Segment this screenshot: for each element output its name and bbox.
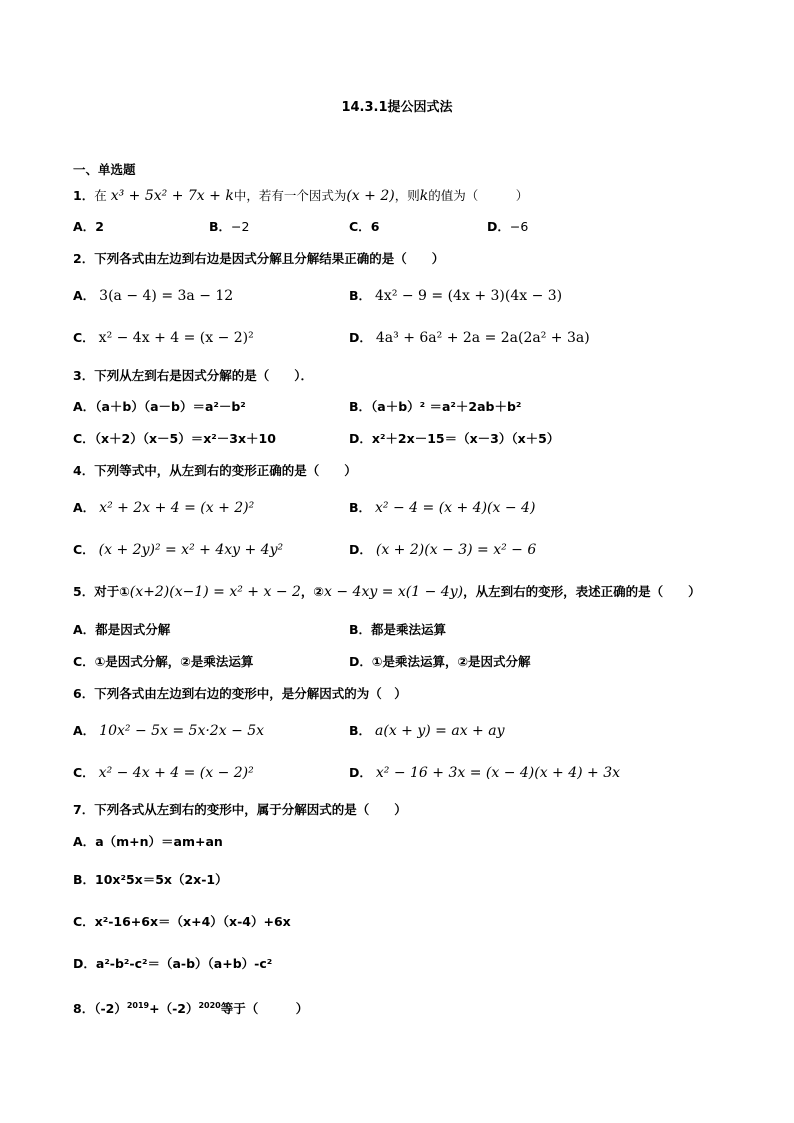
question-7-stem: 7．下列各式从左到右的变形中，属于分解因式的是（ ） xyxy=(73,802,407,817)
section-heading: 一、单选题 xyxy=(73,162,136,177)
question-2-option-b: B． 4x² − 9 = (4x + 3)(4x − 3) xyxy=(349,288,563,304)
question-2-option-d: D． 4a³ + 6a² + 2a = 2a(2a² + 3a) xyxy=(349,330,590,346)
question-1-option-b: B．−2 xyxy=(209,219,250,234)
question-3-option-d: D．x²＋2x－15＝（x－3）（x＋5） xyxy=(349,431,560,446)
question-5-option-d: D．①是乘法运算，②是因式分解 xyxy=(349,654,531,669)
question-5-stem: 5．对于①(x+2)(x−1) = x² + x − 2，②x − 4xy = x(1 − 4y)，从左到右的变形，表述正确的是（ ） xyxy=(73,584,701,600)
question-7-option-d: D．a²-b²-c²＝（a-b）（a+b）-c² xyxy=(73,956,273,971)
question-6-option-d: D． x² − 16 + 3x = (x − 4)(x + 4) + 3x xyxy=(349,765,621,781)
question-4-stem: 4．下列等式中，从左到右的变形正确的是（ ） xyxy=(73,463,357,478)
question-6-stem: 6．下列各式由左边到右边的变形中，是分解因式的为（ ） xyxy=(73,686,407,701)
question-4-option-c: C． (x + 2y)² = x² + 4xy + 4y² xyxy=(73,542,284,558)
question-3-option-a: A．（a＋b）（a－b）＝a²－b² xyxy=(73,399,246,414)
q1-factor: (x + 2) xyxy=(346,188,395,204)
question-5-option-c: C．①是因式分解，②是乘法运算 xyxy=(73,654,254,669)
q5-expression-2: x − 4xy = x(1 − 4y) xyxy=(324,584,464,600)
q5-expression-1: (x+2)(x−1) = x² + x − 2 xyxy=(129,584,301,600)
question-6-option-a: A． 10x² − 5x = 5x·2x − 5x xyxy=(73,723,265,739)
question-4-option-b: B． x² − 4 = (x + 4)(x − 4) xyxy=(349,500,536,516)
q1-k: k xyxy=(419,188,429,204)
question-5-option-a: A．都是因式分解 xyxy=(73,622,171,637)
question-7-option-b: B．10x²5x＝5x（2x-1） xyxy=(73,872,228,887)
question-1-option-d: D．−6 xyxy=(487,219,529,234)
page-title: 14.3.1提公因式法 xyxy=(341,100,453,115)
question-1-stem: 1．在 x³ + 5x² + 7x + k中，若有一个因式为(x + 2)，则k的值为（ ） xyxy=(73,188,529,204)
question-3-option-b: B．（a＋b）² ＝a²＋2ab＋b² xyxy=(349,399,522,414)
question-2-stem: 2．下列各式由左边到右边是因式分解且分解结果正确的是（ ） xyxy=(73,251,445,266)
question-5-option-b: B．都是乘法运算 xyxy=(349,622,447,637)
question-7-option-a: A．a（m+n）＝am+an xyxy=(73,834,223,849)
question-7-option-c: C．x²-16+6x＝（x+4）（x-4）+6x xyxy=(73,914,291,929)
question-1-option-c: C．6 xyxy=(349,219,380,234)
question-6-option-b: B． a(x + y) = ax + ay xyxy=(349,723,505,739)
question-4-option-a: A． x² + 2x + 4 = (x + 2)² xyxy=(73,500,255,516)
question-6-option-c: C． x² − 4x + 4 = (x − 2)² xyxy=(73,765,254,781)
question-8-stem: 8．$(-2)^{2019}+(-2)^{2020}$等于（ ） xyxy=(73,1001,309,1017)
question-2-option-c: C． x² − 4x + 4 = (x − 2)² xyxy=(73,330,254,346)
q1-expression: x³ + 5x² + 7x + k xyxy=(110,188,234,204)
question-2-option-a: A． 3(a − 4) = 3a − 12 xyxy=(73,288,234,304)
question-1-option-a: A．2 xyxy=(73,219,104,234)
question-3-stem: 3．下列从左到右是因式分解的是（ ）． xyxy=(73,368,313,383)
question-3-option-c: C．（x＋2）（x－5）＝x²－3x＋10 xyxy=(73,431,276,446)
question-4-option-d: D． (x + 2)(x − 3) = x² − 6 xyxy=(349,542,537,558)
